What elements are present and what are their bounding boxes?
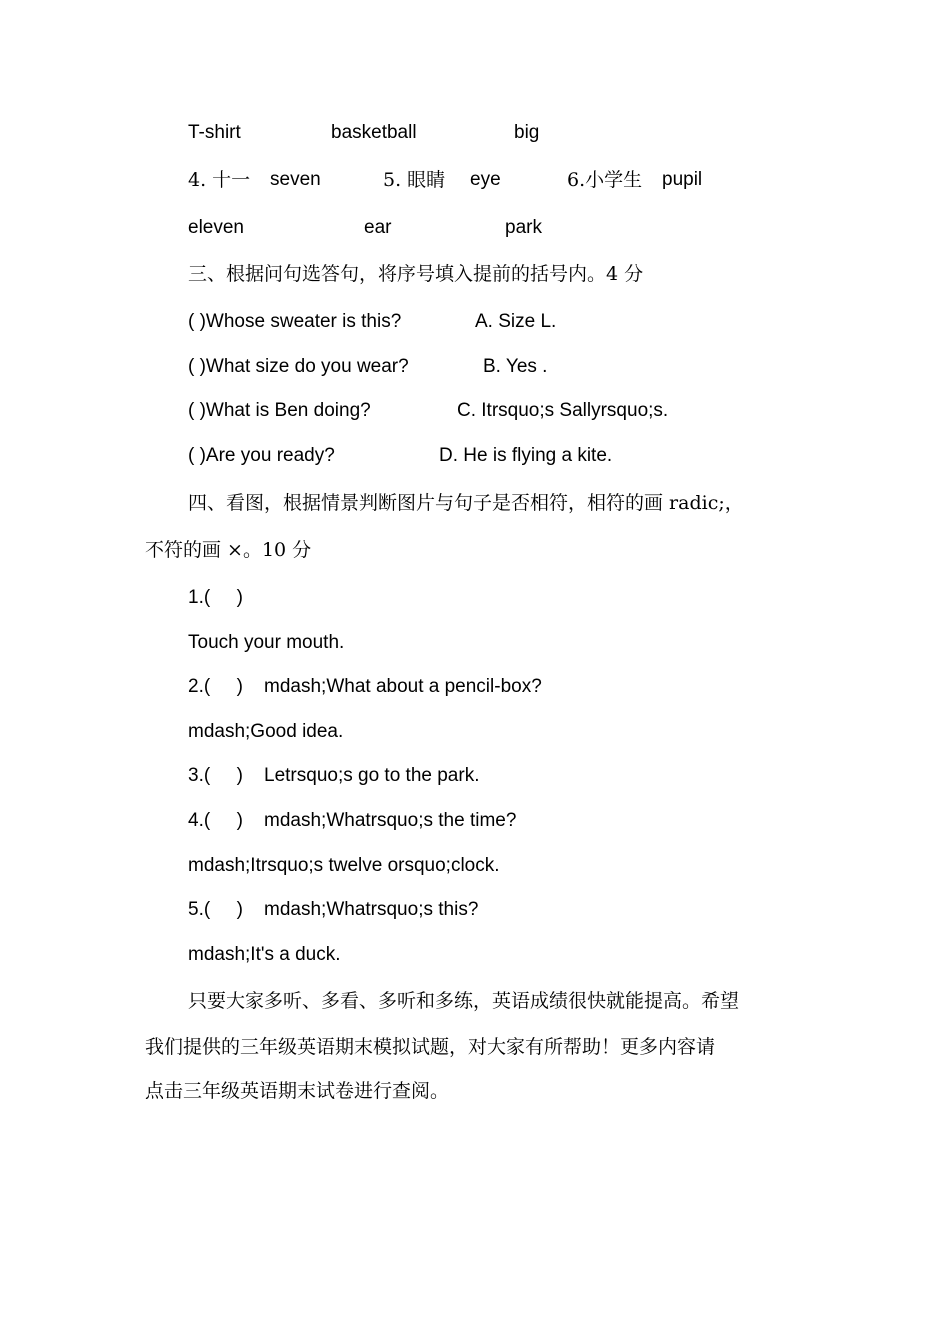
vocab-row-2 xyxy=(0,167,950,193)
vocab-word: big xyxy=(514,122,540,143)
vocab-prompt: 6.小学生 xyxy=(567,169,643,191)
judge-line: mdash;Itrsquo;s twelve orsquo;clock. xyxy=(188,855,500,876)
judge-line: 5.( ) mdash;Whatrsquo;s this? xyxy=(188,899,479,920)
judge-line: mdash;Good idea. xyxy=(188,721,344,742)
match-answer: C. Itrsquo;s Sallyrsquo;s. xyxy=(457,400,669,421)
match-answer: B. Yes . xyxy=(483,356,548,377)
section4-heading-line1: 四、看图，根据情景判断图片与句子是否相符，相符的画 radic;， xyxy=(188,492,744,514)
vocab-word: seven xyxy=(270,169,321,190)
vocab-word: pupil xyxy=(662,169,703,190)
vocab-word: eye xyxy=(470,169,501,190)
match-item xyxy=(0,309,950,335)
vocab-row-3 xyxy=(0,215,950,241)
closing-line-3: 点击三年级英语期末试卷进行查阅。 xyxy=(145,1080,450,1102)
closing-line-1: 只要大家多听、多看、多听和多练，英语成绩很快就能提高。希望 xyxy=(188,990,740,1012)
match-question: ( )Are you ready? xyxy=(188,445,335,466)
vocab-prompt: 5. 眼睛 xyxy=(383,169,446,191)
vocab-prompt: 4. 十一 xyxy=(188,169,251,191)
judge-line: 4.( ) mdash;Whatrsquo;s the time? xyxy=(188,810,517,831)
section3-heading: 三、根据问句选答句，将序号填入提前的括号内。4 分 xyxy=(188,263,644,285)
vocab-word: T-shirt xyxy=(188,122,241,143)
closing-line-2: 我们提供的三年级英语期末模拟试题，对大家有所帮助！更多内容请 xyxy=(145,1036,716,1058)
judge-line: 3.( ) Letrsquo;s go to the park. xyxy=(188,765,480,786)
match-item xyxy=(0,443,950,469)
match-item xyxy=(0,354,950,380)
section4-heading-line2: 不符的画 ×。10 分 xyxy=(145,539,312,561)
judge-line: 2.( ) mdash;What about a pencil-box? xyxy=(188,676,542,697)
match-question: ( )What size do you wear? xyxy=(188,356,409,377)
judge-line: mdash;It's a duck. xyxy=(188,944,341,965)
vocab-word: ear xyxy=(364,217,392,238)
match-answer: A. Size L. xyxy=(475,311,557,332)
match-answer: D. He is flying a kite. xyxy=(439,445,613,466)
vocab-word: basketball xyxy=(331,122,417,143)
judge-line: Touch your mouth. xyxy=(188,632,345,653)
vocab-word: park xyxy=(505,217,542,238)
judge-line: 1.( ) xyxy=(188,587,243,608)
vocab-word: eleven xyxy=(188,217,244,238)
vocab-row-1 xyxy=(0,120,950,146)
match-question: ( )What is Ben doing? xyxy=(188,400,371,421)
match-item xyxy=(0,398,950,424)
match-question: ( )Whose sweater is this? xyxy=(188,311,402,332)
